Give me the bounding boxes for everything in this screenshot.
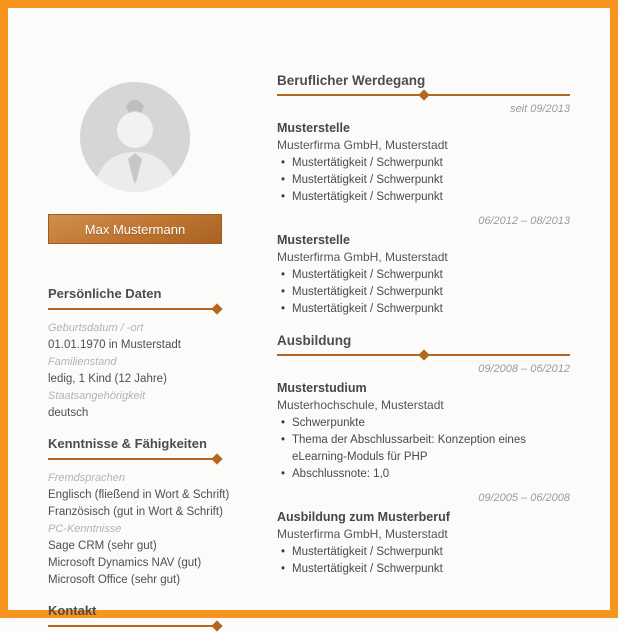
- entry-title: Musterstudium: [277, 381, 367, 395]
- bullet-item: • Mustertätigkeit / Schwerpunkt: [277, 301, 570, 318]
- rule-diamond-icon: [418, 89, 429, 100]
- entry-date: 09/2008 – 06/2012: [478, 363, 570, 375]
- entry-bullets: [277, 267, 570, 318]
- field-value: deutsch: [48, 407, 89, 419]
- bullet-item: • Thema der Abschlussarbeit: Konzeption eines eLearning-Moduls für PHP: [277, 432, 570, 466]
- sidebar-groups: [48, 320, 222, 422]
- field-label: PC-Kenntnisse: [48, 523, 122, 535]
- rule-diamond-icon: [418, 349, 429, 360]
- main-section: [277, 332, 570, 578]
- entry-organization: Musterhochschule, Musterstadt: [277, 398, 444, 412]
- entry-date: seit 09/2013: [510, 103, 570, 115]
- bullet-item: • Mustertätigkeit / Schwerpunkt: [277, 155, 570, 172]
- bullet-item: • Mustertätigkeit / Schwerpunkt: [277, 172, 570, 189]
- rule-diamond-icon: [211, 303, 222, 314]
- bullet-item: • Mustertätigkeit / Schwerpunkt: [277, 561, 570, 578]
- cv-entry: [277, 362, 570, 483]
- bullet-item: • Abschlussnote: 1,0: [277, 466, 570, 483]
- cv-entry: [277, 491, 570, 578]
- entry-organization: Musterfirma GmbH, Musterstadt: [277, 138, 448, 152]
- field-label: Familienstand: [48, 356, 117, 368]
- main-section-title: Beruflicher Werdegang: [277, 73, 426, 88]
- bullet-item: • Mustertätigkeit / Schwerpunkt: [277, 284, 570, 301]
- main-sections: [277, 72, 570, 578]
- field-value: Microsoft Office (sehr gut): [48, 574, 181, 586]
- sidebar: [8, 8, 240, 618]
- cv-entry: [277, 214, 570, 318]
- sidebar-section: [48, 436, 230, 589]
- entry-bullets: [277, 415, 570, 483]
- main-section: [277, 72, 570, 318]
- section-rule: [48, 625, 222, 627]
- entry-title: Ausbildung zum Musterberuf: [277, 510, 450, 524]
- entry-bullets: [277, 544, 570, 578]
- field-value: 01.01.1970 in Musterstadt: [48, 339, 181, 351]
- cv-page: [8, 8, 610, 618]
- sidebar-section-title: Kenntnisse & Fähigkeiten: [48, 436, 207, 451]
- sidebar-groups: [48, 470, 230, 589]
- bullet-item: • Mustertätigkeit / Schwerpunkt: [277, 544, 570, 561]
- entry-date: 09/2005 – 06/2008: [478, 492, 570, 504]
- bullet-item: • Schwerpunkte: [277, 415, 570, 432]
- section-rule: [277, 94, 570, 96]
- bullet-item: • Mustertätigkeit / Schwerpunkt: [277, 267, 570, 284]
- entry-bullets: [277, 155, 570, 206]
- entry-title: Musterstelle: [277, 121, 350, 135]
- person-placeholder-icon: [80, 82, 190, 192]
- entry-date: 06/2012 – 08/2013: [478, 215, 570, 227]
- sidebar-section: [48, 603, 222, 627]
- rule-diamond-icon: [211, 453, 222, 464]
- section-entries: [277, 362, 570, 578]
- avatar: [80, 82, 190, 192]
- entry-title: Musterstelle: [277, 233, 350, 247]
- section-entries: [277, 102, 570, 318]
- field-value: Englisch (fließend in Wort & Schrift): [48, 489, 230, 501]
- field-value: Microsoft Dynamics NAV (gut): [48, 557, 202, 569]
- section-rule: [48, 458, 222, 460]
- field-label: Staatsangehörigkeit: [48, 390, 146, 402]
- entry-organization: Musterfirma GmbH, Musterstadt: [277, 527, 448, 541]
- cv-entry: [277, 102, 570, 206]
- sidebar-section-title: Persönliche Daten: [48, 286, 162, 301]
- main-column: [240, 8, 610, 610]
- main-section-title: Ausbildung: [277, 333, 352, 348]
- sidebar-sections: [48, 286, 230, 627]
- field-label: Fremdsprachen: [48, 472, 126, 484]
- field-value: Sage CRM (sehr gut): [48, 540, 157, 552]
- field-value: ledig, 1 Kind (12 Jahre): [48, 373, 167, 385]
- sidebar-section: [48, 286, 222, 422]
- section-rule: [277, 354, 570, 356]
- sidebar-section-title: Kontakt: [48, 603, 97, 618]
- rule-diamond-icon: [211, 620, 222, 631]
- field-value: Französisch (gut in Wort & Schrift): [48, 506, 223, 518]
- entry-organization: Musterfirma GmbH, Musterstadt: [277, 250, 448, 264]
- name-banner: Max Mustermann: [48, 214, 222, 244]
- field-label: Geburtsdatum / -ort: [48, 322, 144, 334]
- bullet-item: • Mustertätigkeit / Schwerpunkt: [277, 189, 570, 206]
- section-rule: [48, 308, 222, 310]
